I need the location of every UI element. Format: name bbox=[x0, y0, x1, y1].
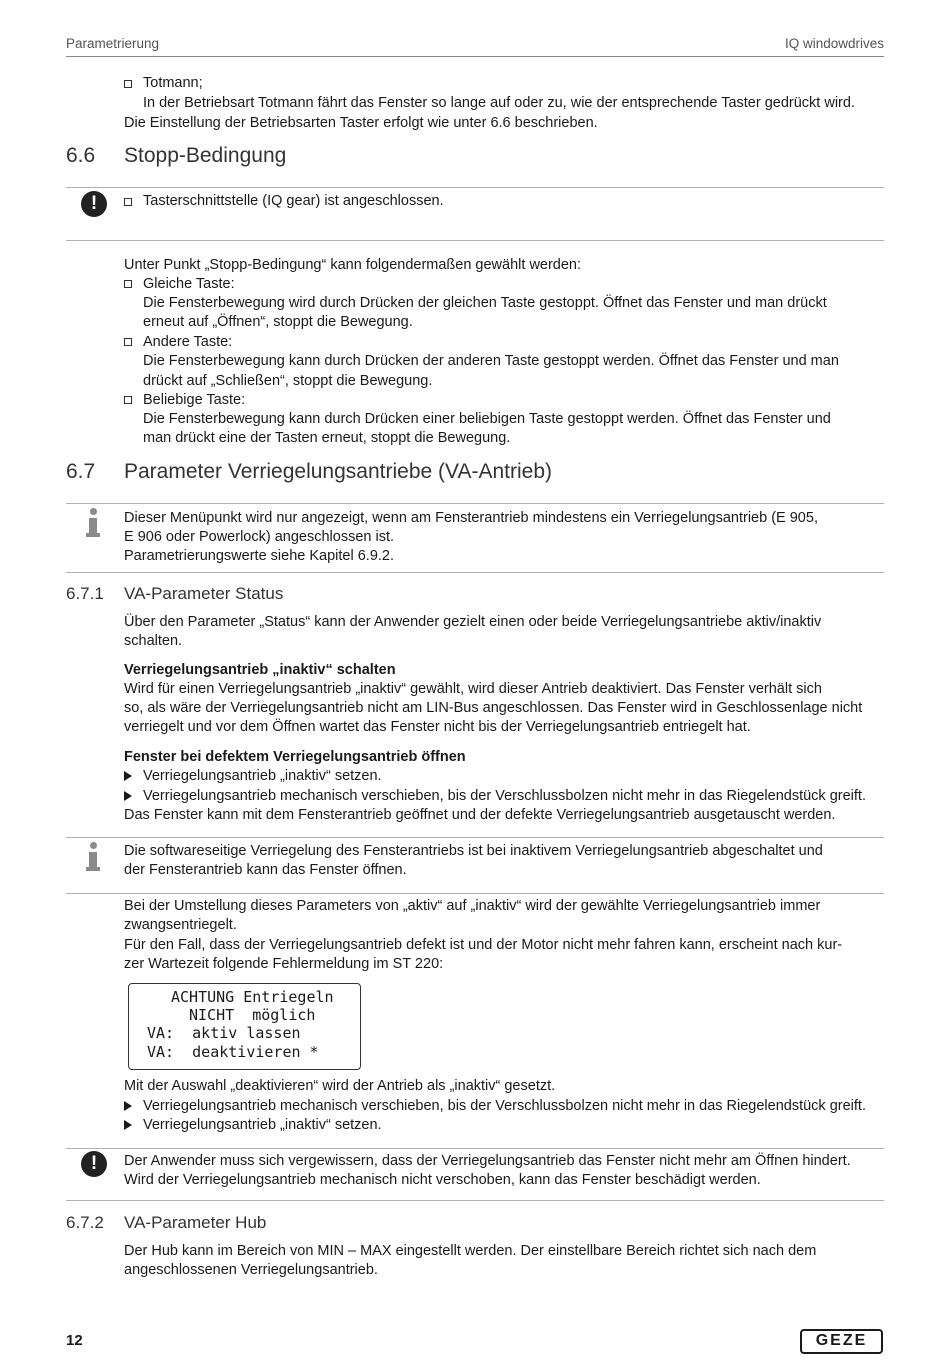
header-product-name: IQ windowdrives bbox=[784, 36, 884, 51]
step-arrow-icon bbox=[124, 771, 132, 781]
info-icon bbox=[86, 842, 100, 872]
step-arrow-icon bbox=[124, 791, 132, 801]
step-arrow-icon bbox=[124, 1101, 132, 1111]
subsection-number: 6.7.2 bbox=[66, 1213, 104, 1232]
list-item-label: Andere Taste: bbox=[143, 334, 233, 350]
divider bbox=[66, 893, 884, 894]
paragraph: Bei der Umstellung dieses Parameters von „aktiv“ auf „inaktiv“ wird der gewählte Verriegelungsantrieb immer bbox=[124, 898, 821, 914]
paragraph: Die Einstellung der Betriebsarten Taster erfolgt wie unter 6.6 beschrieben. bbox=[124, 115, 598, 131]
step-text: Verriegelungsantrieb mechanisch verschieben, bis der Verschlussbolzen nicht mehr in das Riegelendstück greift. bbox=[143, 788, 866, 804]
bold-heading: Verriegelungsantrieb „inaktiv“ schalten bbox=[124, 662, 396, 678]
list-item-text: drückt auf „Schließen“, stoppt die Bewegung. bbox=[143, 373, 433, 389]
display-line: VA: deaktivieren * bbox=[147, 1043, 319, 1061]
step-text: Verriegelungsantrieb „inaktiv“ setzen. bbox=[143, 768, 382, 784]
step-text: Verriegelungsantrieb „inaktiv“ setzen. bbox=[143, 1117, 382, 1133]
list-item-label: Totmann; bbox=[143, 75, 203, 91]
paragraph: Über den Parameter „Status“ kann der Anwender gezielt einen oder beide Verriegelungsantriebe aktiv/inaktiv bbox=[124, 614, 822, 630]
step-arrow-icon bbox=[124, 1120, 132, 1130]
section-number: 6.7 bbox=[66, 460, 96, 483]
header-section-title: Parametrierung bbox=[66, 36, 160, 51]
list-item-text: In der Betriebsart Totmann fährt das Fenster so lange auf oder zu, wie der entsprechende Taster gedrückt wird. bbox=[143, 95, 855, 111]
paragraph: Unter Punkt „Stopp-Bedingung“ kann folgendermaßen gewählt werden: bbox=[124, 257, 582, 273]
bullet-square-icon bbox=[124, 396, 132, 404]
brand-logo: GEZE bbox=[800, 1329, 883, 1354]
info-text: der Fensterantrieb kann das Fenster öffnen. bbox=[124, 862, 407, 878]
bullet-square-icon bbox=[124, 198, 132, 206]
list-item-text: erneut auf „Öffnen“, stoppt die Bewegung. bbox=[143, 314, 413, 330]
info-text: Die softwareseitige Verriegelung des Fensterantriebs ist bei inaktivem Verriegelungsantrieb abgeschaltet und bbox=[124, 843, 823, 859]
control-unit-display bbox=[128, 983, 361, 1070]
paragraph: angeschlossenen Verriegelungsantrieb. bbox=[124, 1262, 378, 1278]
prerequisite-text: Tasterschnittstelle (IQ gear) ist angeschlossen. bbox=[143, 193, 444, 209]
warning-icon: ! bbox=[81, 191, 107, 217]
paragraph: Wird für einen Verriegelungsantrieb „inaktiv“ gewählt, wird dieser Antrieb deaktiviert. Das Fenster verhält sich bbox=[124, 681, 822, 697]
list-item-text: Die Fensterbewegung kann durch Drücken einer beliebigen Taste gestoppt werden. Öffnet das Fenster und bbox=[143, 411, 831, 427]
display-line: NICHT möglich bbox=[189, 1006, 316, 1024]
step-text: Verriegelungsantrieb mechanisch verschieben, bis der Verschlussbolzen nicht mehr in das Riegelendstück greift. bbox=[143, 1098, 866, 1114]
paragraph: zwangsentriegelt. bbox=[124, 917, 237, 933]
divider bbox=[66, 837, 884, 838]
paragraph: Das Fenster kann mit dem Fensterantrieb geöffnet und der defekte Verriegelungsantrieb ausgetauscht werden. bbox=[124, 807, 836, 823]
paragraph: schalten. bbox=[124, 633, 183, 649]
divider bbox=[66, 503, 884, 504]
list-item-label: Gleiche Taste: bbox=[143, 276, 235, 292]
info-text: Dieser Menüpunkt wird nur angezeigt, wenn am Fensterantrieb mindestens ein Verriegelungsantrieb (E 905, bbox=[124, 510, 818, 526]
info-text: Parametrierungswerte siehe Kapitel 6.9.2. bbox=[124, 548, 395, 564]
display-line: VA: aktiv lassen bbox=[147, 1024, 301, 1042]
section-title: Parameter Verriegelungsantriebe (VA-Antrieb) bbox=[124, 460, 552, 483]
divider bbox=[66, 1148, 884, 1149]
list-item-text: Die Fensterbewegung kann durch Drücken der anderen Taste gestoppt werden. Öffnet das Fenster und man bbox=[143, 353, 839, 369]
subsection-title: VA-Parameter Status bbox=[124, 584, 284, 603]
section-title: Stopp-Bedingung bbox=[124, 144, 287, 167]
page-header bbox=[66, 36, 884, 57]
list-item-text: man drückt eine der Tasten erneut, stoppt die Bewegung. bbox=[143, 430, 511, 446]
paragraph: Der Hub kann im Bereich von MIN – MAX eingestellt werden. Der einstellbare Bereich richtet sich nach dem bbox=[124, 1243, 817, 1259]
warning-icon: ! bbox=[81, 1151, 107, 1177]
divider bbox=[66, 572, 884, 573]
page-number: 12 bbox=[66, 1332, 83, 1349]
warning-text: Wird der Verriegelungsantrieb mechanisch nicht verschoben, kann das Fenster beschädigt werden. bbox=[124, 1172, 761, 1188]
subsection-number: 6.7.1 bbox=[66, 584, 104, 603]
paragraph: Mit der Auswahl „deaktivieren“ wird der Antrieb als „inaktiv“ gesetzt. bbox=[124, 1078, 556, 1094]
bold-heading: Fenster bei defektem Verriegelungsantrieb öffnen bbox=[124, 749, 466, 765]
paragraph: zer Wartezeit folgende Fehlermeldung im ST 220: bbox=[124, 956, 444, 972]
list-item-text: Die Fensterbewegung wird durch Drücken der gleichen Taste gestoppt. Öffnet das Fenster und man drückt bbox=[143, 295, 827, 311]
info-icon bbox=[86, 508, 100, 538]
bullet-square-icon bbox=[124, 280, 132, 288]
display-line: ACHTUNG Entriegeln bbox=[171, 988, 334, 1006]
paragraph: verriegelt und vor dem Öffnen wartet das Fenster nicht bis der Verriegelungsantrieb entriegelt hat. bbox=[124, 719, 751, 735]
warning-text: Der Anwender muss sich vergewissern, dass der Verriegelungsantrieb das Fenster nicht mehr am Öffnen hindert. bbox=[124, 1153, 851, 1169]
divider bbox=[66, 187, 884, 188]
subsection-title: VA-Parameter Hub bbox=[124, 1213, 267, 1232]
paragraph: so, als wäre der Verriegelungsantrieb nicht am LIN-Bus angeschlossen. Das Fenster wird in Geschlossenlage nicht bbox=[124, 700, 863, 716]
paragraph: Für den Fall, dass der Verriegelungsantrieb defekt ist und der Motor nicht mehr fahren kann, erscheint nach kur- bbox=[124, 937, 843, 953]
divider bbox=[66, 240, 884, 241]
bullet-square-icon bbox=[124, 338, 132, 346]
bullet-square-icon bbox=[124, 80, 132, 88]
section-number: 6.6 bbox=[66, 144, 96, 167]
list-item-label: Beliebige Taste: bbox=[143, 392, 246, 408]
divider bbox=[66, 1200, 884, 1201]
info-text: E 906 oder Powerlock) angeschlossen ist. bbox=[124, 529, 395, 545]
